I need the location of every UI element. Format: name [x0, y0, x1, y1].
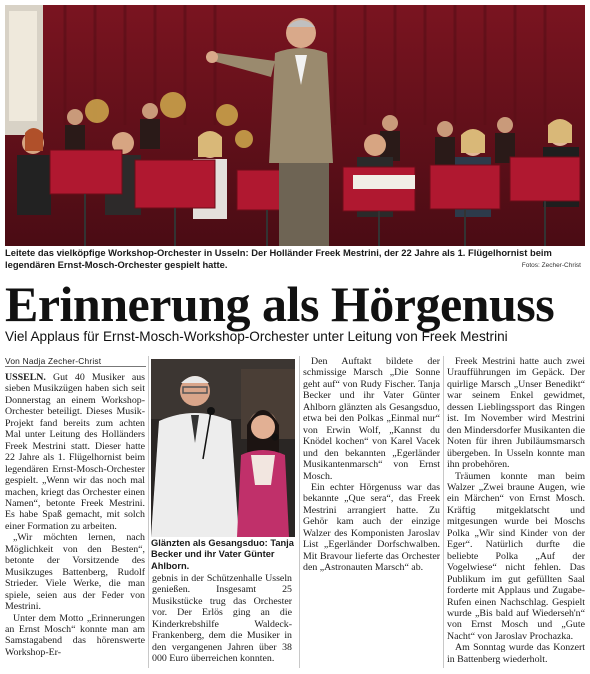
paragraph: „Wir möchten lernen, nach Möglichkeit von den Besten“, betonte der Vorsitzende des Musikzuges Battenberg, Rudolf Strieder. Viele Werke, die man spiele, seien aus der Feder von Mestrini.	[5, 532, 145, 613]
paragraph: gebnis in der Schützenhalle Usseln genießen. Insgesamt 25 Musikstücke trug das Orchester vor. Der Erlös ging an die Kinderkrebshilfe Waldeck-Frankenberg, dem die Musiker in den vergangenen Jahren über 38 000 Euro überreichen konnten.	[152, 573, 292, 665]
inset-photo	[151, 359, 295, 537]
column-divider	[148, 356, 149, 668]
paragraph-text: Gut 40 Musiker aus sieben Musikzügen haben sich seit Donnerstag an einem Workshop-Orchester beteiligt. Dieses Musik-Projekt fand bereits zum achten Mal unter Leitung des Holländers Freek Mestrini statt. Dieser hatte 22 Jahre als 1. Flügelhornist beim legendären Ernst-Mosch-Orchester gespielt. „Wenn wir das noch mal machen, kriegt das Orchester einen Namen“, betonte Freek Mestrini. Es habe Spaß gemacht, mit solch einer Formation zu arbeiten.	[5, 372, 146, 532]
singers-photo-image	[151, 359, 295, 537]
dateline: USSELN.	[5, 372, 46, 383]
byline-rule	[5, 366, 146, 367]
paragraph: Freek Mestrini hatte auch zwei Uraufführungen im Gepäck. Der quirlige Marsch „Unser Benedikt“ war seinem Enkel gewidmet, dessen Lieblingssport das Ringen ist. Im November wird Mestrini den Mindersdorfer Musikanten die Noten für ihren Jubiläumsmarsch übergeben. In Usseln konnte man ihn probehören.	[447, 356, 585, 471]
column-divider	[299, 356, 300, 668]
article-column-2	[152, 573, 292, 665]
headline: Erinnerung als Hörgenuss	[5, 276, 555, 332]
photo-credit: Fotos: Zecher-Christ	[521, 262, 581, 269]
orchestra-photo-image	[5, 5, 585, 246]
paragraph: Träumen konnte man beim Walzer „Zwei braune Augen, wie ein Märchen“ von Ernst Mosch. Kräftig mitgeklatscht und mitgesungen wurde bei Moschs Polka „Wir sind Kinder von der Eger“. Natürlich durfte die beliebte Polka „Auf der Vogelwiese“ nicht fehlen. Das Publikum im gut gefüllten Saal forderte mit Applaus und Zugabe-Rufen einen Nachschlag. Gespielt wurde „Bis bald auf Wiederseh'n“ von Ernst Mosch und „Gute Nacht“ von Jaroslav Prochazka.	[447, 470, 585, 642]
paragraph: Ein echter Hörgenuss war das bekannte „Que sera“, das Freek Mestrini arrangiert hatte. Zu Gehör kam auch der einzige Walzer des Komponisten Jaroslav List „Egerländer Dorfschwalben. Mit Bravour lieferte das Orchester den „Astronauten Marsch“ ab.	[303, 481, 440, 574]
paragraph: Am Sonntag wurde das Konzert in Battenberg wiederholt.	[447, 642, 585, 665]
paragraph: Unter dem Motto „Erinnerungen an Ernst Mosch“ konnte man am Samstagabend das hörenswerte Workshop-Er-	[5, 612, 145, 658]
article-column-4	[447, 356, 585, 665]
paragraph	[5, 372, 145, 532]
main-photo	[5, 5, 585, 246]
inset-photo-caption: Glänzten als Gesangsduo: Tanja Becker und ihr Vater Günter Ahlborn.	[151, 538, 294, 571]
column-divider	[443, 356, 444, 668]
byline: Von Nadja Zecher-Christ	[5, 356, 102, 366]
main-photo-caption: Leitete das vielköpfige Workshop-Orchester in Usseln: Der Holländer Freek Mestrini, der 22 Jahre als 1. Flügelhornist beim legendären Ernst-Mosch-Orchester gespielt hatte.	[5, 247, 552, 270]
article-column-3	[303, 356, 440, 574]
subheadline: Viel Applaus für Ernst-Mosch-Workshop-Orchester unter Leitung von Freek Mestrini	[5, 329, 508, 344]
article-column-1	[5, 372, 145, 658]
paragraph: Den Auftakt bildete der schmissige Marsch „Die Sonne geht auf“ von Rudy Fischer. Tanja Becker und ihr Vater Günter Ahlborn glänzten als Gesangsduo, etwa bei den Polkas „Einmal nur“ von Erwin Wolf, „Kannst du Knödel kochen“ von Karel Vacek und den bekannten „Egerländer Musikantenmarsch“ von Ernst Mosch.	[303, 356, 440, 482]
